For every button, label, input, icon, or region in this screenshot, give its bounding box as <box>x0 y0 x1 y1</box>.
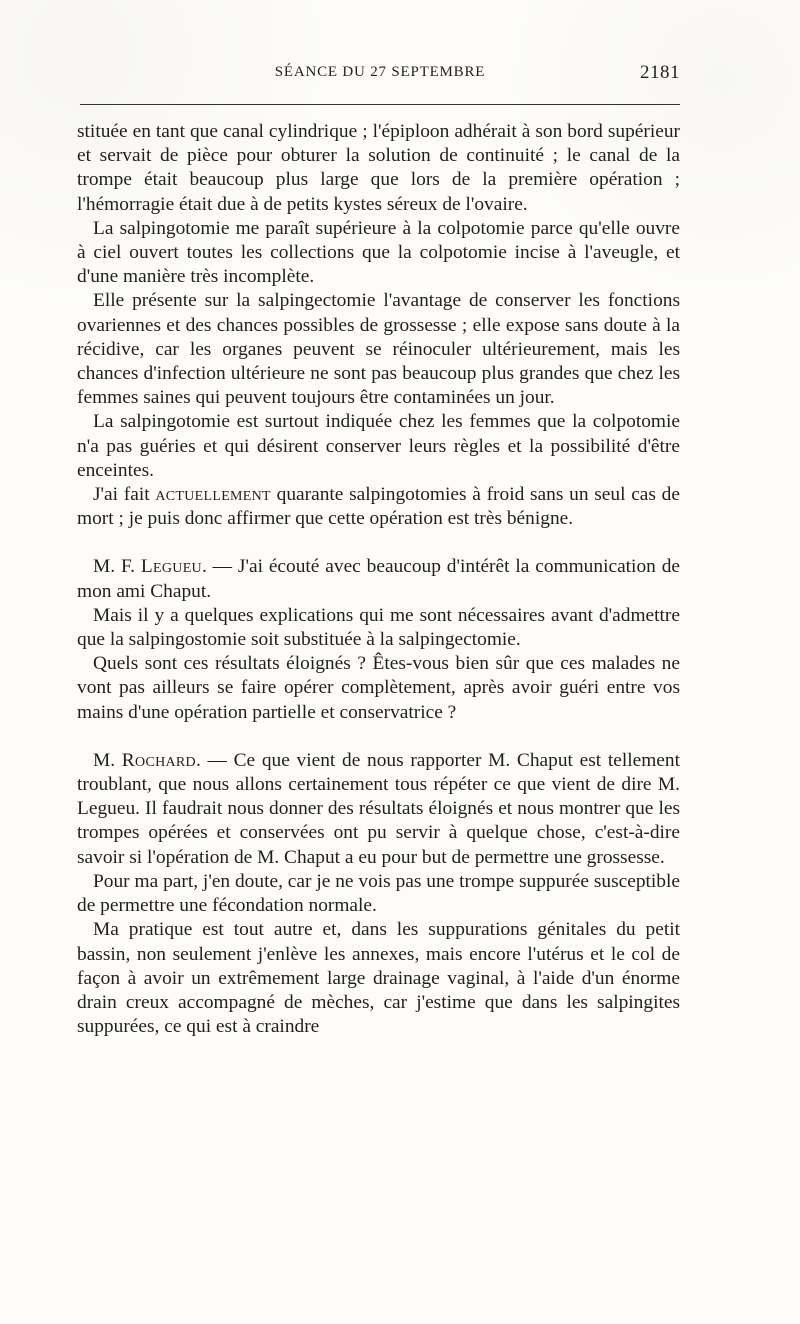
header-rule <box>80 104 680 105</box>
speaker-statement: . — J'ai écouté avec beaucoup d'intérêt la communication de mon ami Chaput. <box>77 556 680 602</box>
paragraph-resultats-chaput <box>77 483 680 531</box>
paragraph-pratique: Ma pratique est tout autre et, dans les suppurations génitales du petit bassin, non seulement j'enlève les annexes, mais encore l'utérus et le col de façon à avoir un extrêmement large drainage vaginal, à l'aide d'un énorme drain creux accompagné de mèches, car j'estime que dans les salpingites suppurées, ce qui est à craindre <box>77 919 680 1038</box>
paragraph-explications: Mais il y a quelques explications qui me sont nécessaires avant d'admettre que la salpingostomie soit substituée à la salpingectomie. <box>77 604 680 651</box>
paragraph-text-before: J'ai fait <box>93 484 156 506</box>
running-title: SÉANCE DU 27 SEPTEMBRE <box>274 64 486 80</box>
paragraph-continuation: stituée en tant que canal cylindrique ; l'épiploon adhérait à son bord supérieur et servait de pièce pour obturer la solution de continuité ; le canal de la trompe était beaucoup plus large que lors de la première opération ; l'hémorragie était due à de petits kystes séreux de l'ovaire. <box>77 121 680 215</box>
emphasis-word: actuellement <box>155 484 271 506</box>
body-text <box>77 120 680 1039</box>
running-head <box>80 62 680 90</box>
speaker-name: Rochard <box>121 749 196 771</box>
speaker-prefix: M. <box>93 749 122 771</box>
page-number: 2181 <box>640 62 680 83</box>
paragraph-legueu-intervention <box>77 555 680 603</box>
paragraph-doute: Pour ma part, j'en doute, car je ne vois pas une trompe suppurée susceptible de permettre une fécondation normale. <box>77 870 680 917</box>
paragraph-indication: La salpingotomie est surtout indiquée chez les femmes que la colpotomie n'a pas guéries et qui désirent conserver leurs règles et la possibilité d'être enceintes. <box>77 411 680 481</box>
paragraph-rochard-intervention <box>77 749 680 870</box>
paragraph-resultats-eloignes: Quels sont ces résultats éloignés ? Êtes-vous bien sûr que ces malades ne vont pas ailleurs se faire opérer complètement, après avoir guéri entre vos mains d'une opération partielle et conservatrice ? <box>77 653 680 723</box>
paragraph-salpingotomie-colpotomie: La salpingotomie me paraît supérieure à la colpotomie parce qu'elle ouvre à ciel ouvert toutes les collections que la colpotomie incise à l'aveugle, et d'une manière très incomplète. <box>77 217 680 288</box>
paragraph-text-after: quarante salpingotomies à froid sans un seul cas de mort ; je puis donc affirmer que cette opération est très bénigne. <box>77 484 680 530</box>
speaker-name: Legueu <box>140 556 202 578</box>
paragraph-avantage: Elle présente sur la salpingectomie l'avantage de conserver les fonctions ovariennes et des chances possibles de grossesse ; elle expose sans doute à la récidive, car les organes peuvent se réinoculer ultérieurement, mais les chances d'infection ultérieure ne sont pas beaucoup plus grandes que chez les femmes saines qui peuvent toujours être contaminées un jour. <box>77 290 680 409</box>
speaker-statement: . — Ce que vient de nous rapporter M. Chaput est tellement troublant, que nous allons certainement tous répéter ce que vient de dire M. Legueu. Il faudrait nous donner des résultats éloignés et nous montrer que les trompes opérées et conservées ont pu servir à quelque chose, c'est-à-dire savoir si l'opération de M. Chaput a eu pour but de permettre une grossesse. <box>77 749 681 868</box>
speaker-prefix: M. F. <box>93 556 141 578</box>
